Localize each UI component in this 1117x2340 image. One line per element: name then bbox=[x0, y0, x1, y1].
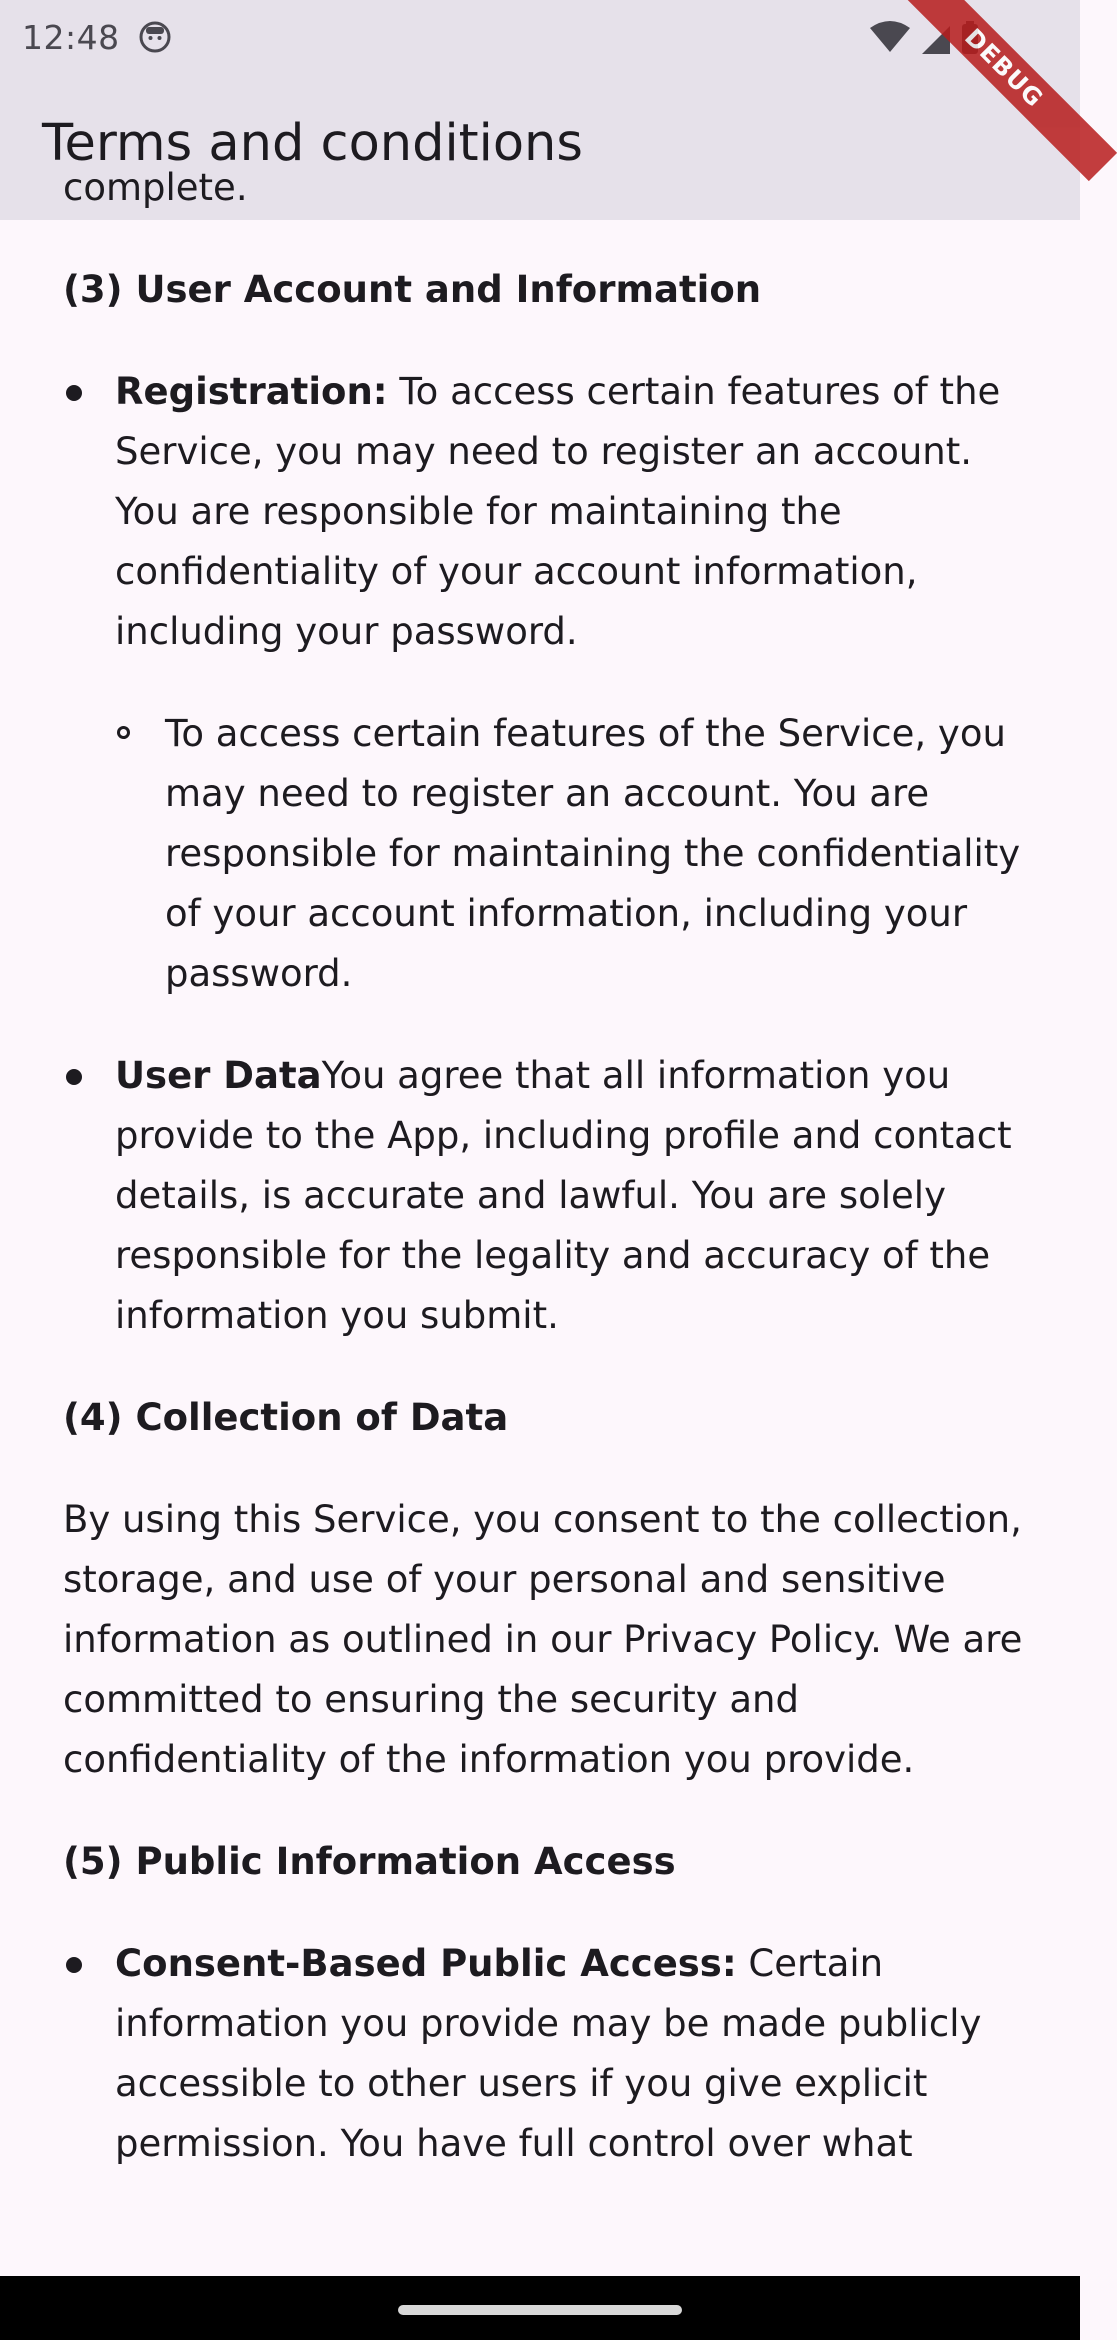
sub-list-item-registration bbox=[165, 704, 1040, 1046]
section-heading-user-account: (3) User Account and Information bbox=[63, 268, 762, 311]
sub-item-text: To access certain features of the Service, you may need to register an account. You are responsible for maintaining the confidentiality of your account information, including your password. bbox=[165, 712, 1021, 995]
user-data-text: You agree that all information you provide to the App, including profile and contact details, is accurate and lawful. You are solely responsible for the legality and accuracy of the information you submit. bbox=[115, 1054, 1012, 1337]
registration-text: To access certain features of the Service, you may need to register an account. You are responsible for maintaining the confidentiality of your account information, including your password. bbox=[115, 370, 1001, 653]
cut-paragraph: complete. bbox=[63, 166, 248, 209]
list-item-user-data bbox=[115, 1046, 1040, 1388]
collection-paragraph: By using this Service, you consent to the collection, storage, and use of your personal and sensitive information as outlined in our Privacy Policy. We are committed to ensuring the security and confidentiality of the information you provide. bbox=[63, 1498, 1023, 1781]
status-indicators bbox=[870, 20, 1020, 56]
status-bar bbox=[0, 0, 1080, 74]
bullet-icon bbox=[66, 1957, 82, 1973]
wifi-icon bbox=[870, 21, 910, 55]
consent-label: Consent-Based Public Access: bbox=[115, 1942, 737, 1985]
notification-face-icon bbox=[138, 20, 172, 54]
sub-bullet-icon bbox=[117, 726, 130, 739]
debug-label: DEBUG bbox=[891, 0, 1117, 181]
list-item-consent bbox=[115, 1934, 1040, 2216]
signal-icon bbox=[922, 26, 950, 54]
battery-icon bbox=[962, 21, 978, 54]
bullet-icon bbox=[66, 1069, 82, 1085]
list-item-registration bbox=[115, 362, 1040, 704]
system-nav-bar bbox=[0, 2276, 1080, 2340]
section-heading-collection: (4) Collection of Data bbox=[63, 1396, 509, 1439]
user-data-label: User Data bbox=[115, 1054, 322, 1097]
section-heading-public-access: (5) Public Information Access bbox=[63, 1840, 676, 1883]
terms-scroll bbox=[0, 158, 1080, 2216]
page-title: Terms and conditions bbox=[42, 114, 583, 173]
registration-label: Registration: bbox=[115, 370, 388, 413]
consent-text: Certain information you provide may be made publicly accessible to other users if you give explicit permission. You have full control over what bbox=[115, 1942, 982, 2165]
home-gesture-handle[interactable] bbox=[398, 2305, 682, 2315]
status-time: 12:48 bbox=[22, 18, 120, 57]
bullet-icon bbox=[66, 385, 82, 401]
terms-content[interactable] bbox=[0, 166, 1080, 2276]
